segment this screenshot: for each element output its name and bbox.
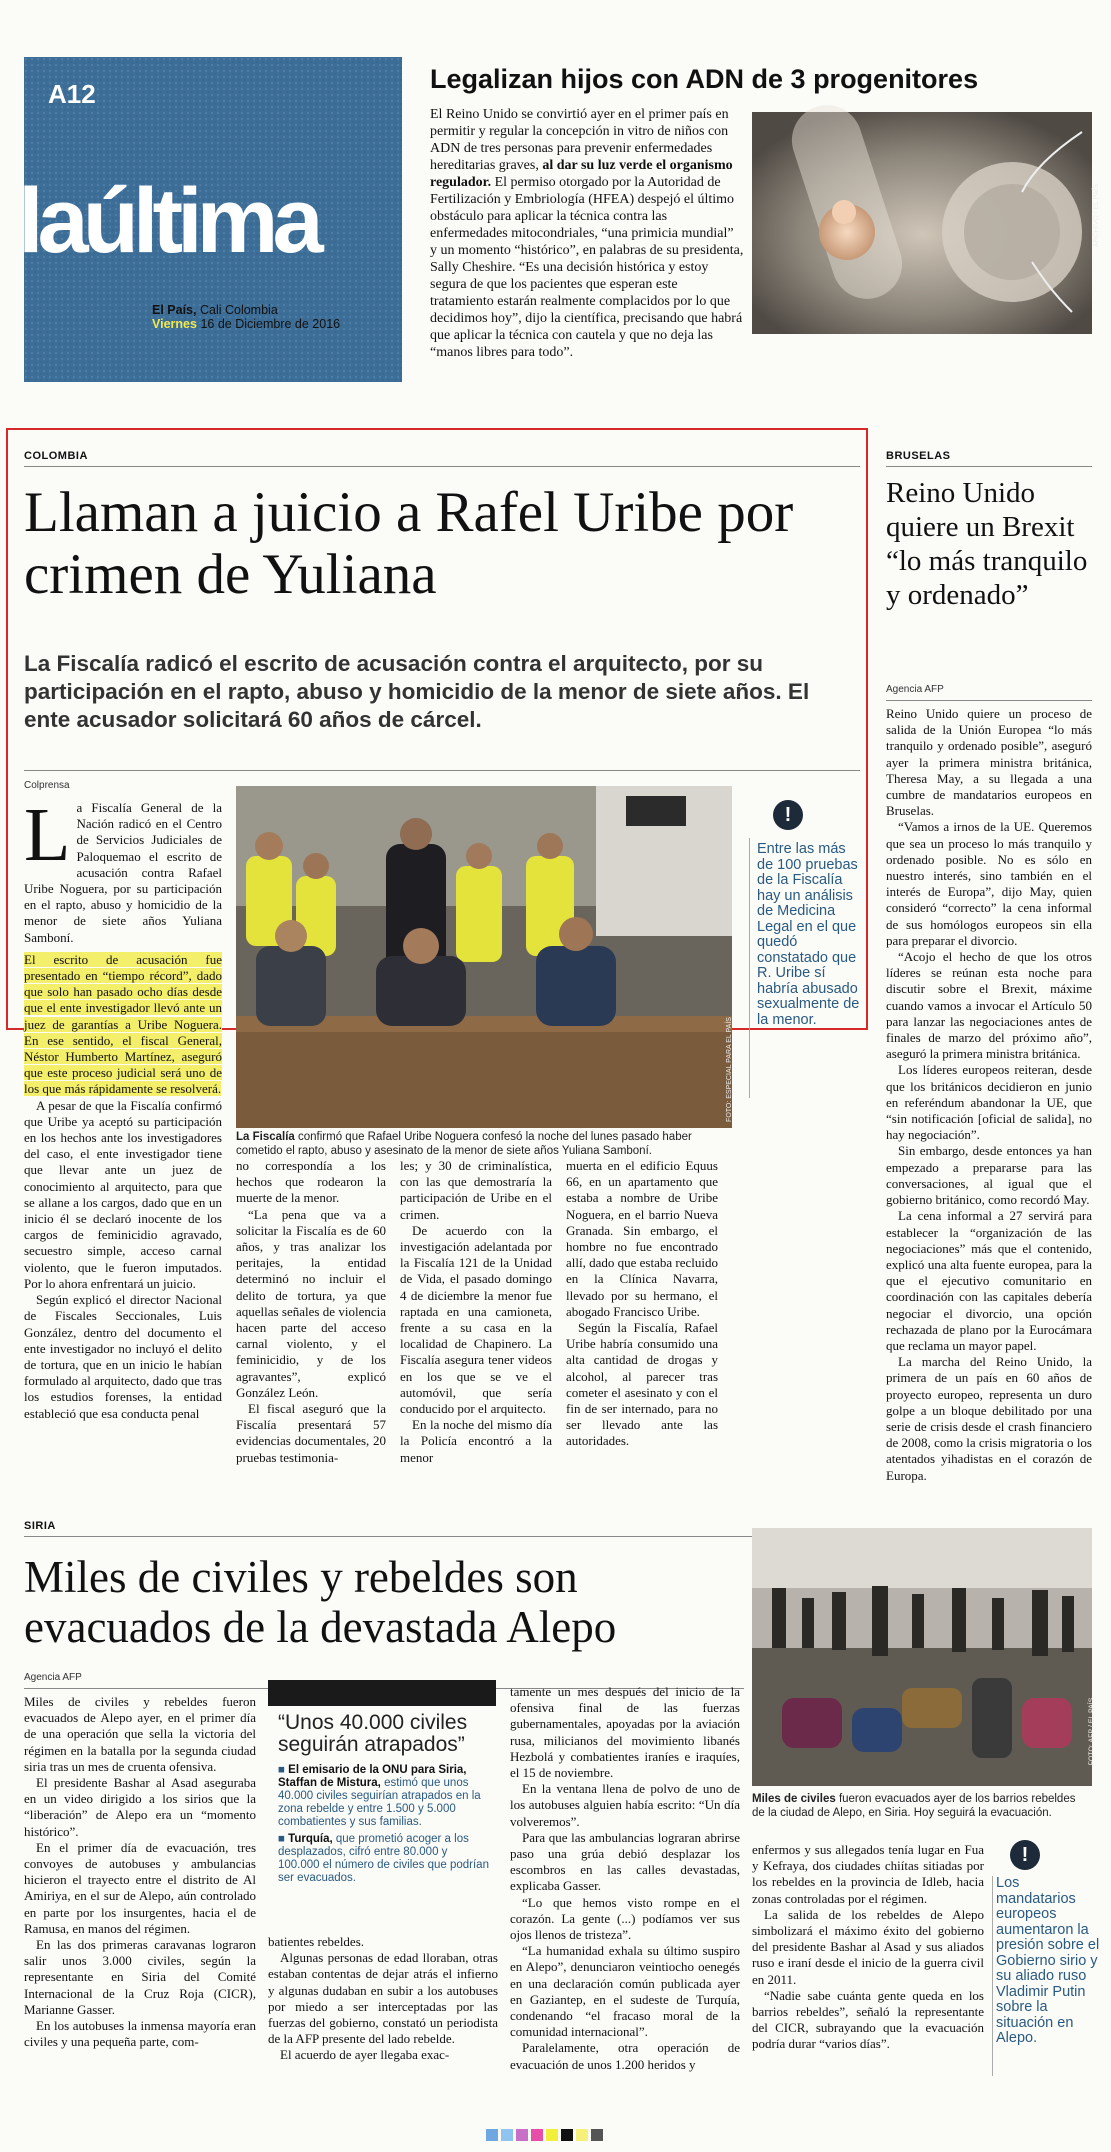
main-sidenote: Entre las más de 100 pruebas de la Fiscalía hay un análisis de Medicina Legal en el que quedó constatado que R. Uribe sí habría abusado sexualmente de la menor. (757, 841, 860, 1028)
edition-date: 16 de Diciembre de 2016 (200, 317, 341, 331)
syria-photo-caption (752, 1792, 1090, 1820)
brexit-body (886, 706, 1092, 1483)
syria-col-4 (752, 1842, 984, 2114)
top-story-text (430, 106, 744, 361)
syria-col3-p3: Para que las ambulancias lograran abrirse paso una grúa debió desplazar los escombros en las calles devastadas, explicaba Gasser. (510, 1829, 740, 1894)
main-kicker-rule (24, 466, 860, 467)
brexit-p4: Los líderes europeos reiteran, desde que los británicos decidieron en junio en referéndum abandonar la UE, que “sin notificación [oficial de salida], no hay negociación”. (886, 1062, 1092, 1143)
syria-byline: Agencia AFP (24, 1672, 82, 1683)
factbox-title: “Unos 40.000 civiles seguirán atrapados” (278, 1711, 468, 1756)
factbox-item-1: ■ El emisario de la ONU para Siria, Staffan de Mistura, estimó que unos 40.000 civiles seguirían atrapados en la zona rebelde y entre 1.500 y 5.000 combatientes y sus familias. (278, 1764, 481, 1828)
syria-sidenote-rule (992, 1876, 993, 2076)
main-byline: Colprensa (24, 780, 70, 791)
main-col3-p3: En la noche del mismo día la Policía encontró a la menor (400, 1417, 552, 1465)
syria-col1-p1: Miles de civiles y rebeldes fueron evacuados de Alepo ayer, en el primer día de una operación que sella la victoria del régimen en la batalla por la segunda ciudad siria tras un mes de cruenta ofensiva. (24, 1694, 256, 1774)
syria-col3-p1: tamente un mes después del inicio de la ofensiva final de las fuerzas gubernamentales, apoyadas por la aviación rusa, milicianos del movimiento libanés Hezbolá y combatientes iraníes e iraquíes, el 15 de noviembre. (510, 1684, 740, 1781)
main-col2-p2: “La pena que va a solicitar la Fiscalía es de 60 años, y tras analizar los peritajes, la entidad determinó no incluir el delito de tortura, ya que aquellas señales de violencia hacen parte del acceso carnal violento, y el feminicidio, y de los agravantes”, explicó González León. (236, 1206, 386, 1400)
syria-col3-p4: “Lo que hemos visto rompe en el corazón. La gente (...) podíamos ver sus ojos llenos de tristeza”. (510, 1894, 740, 1943)
main-lead: a Fiscalía General de la Nación radicó en el Centro de Servicios Judiciales de Paloquemao el escrito de acusación contra Rafael Uribe Noguera, por su participación en el rapto, abuso y homicidio de la menor de siete años Yuliana Samboní. (24, 800, 222, 945)
print-color-bar (486, 2128, 606, 2146)
syria-col1-p5: En los autobuses la inmensa mayoría eran civiles y una pequeña parte, com- (24, 2018, 256, 2050)
factbox-item-1-bold: El emisario de la ONU para Siria, Staffan de Mistura, (278, 1764, 467, 1789)
main-col1-p2: Según explicó el director Nacional de Fiscales Seccionales, Luis González, dentro del documento el ente investigador no incluyó el delito de tortura, que en un inicio le habían formulado al arquitecto, dado que tras los estudios forenses, la entidad estableció que esa conducta penal (24, 1292, 222, 1421)
syria-col-1 (24, 1694, 256, 2114)
main-col-4 (566, 1158, 718, 1450)
syria-caption-bold: Miles de civiles (752, 1793, 836, 1805)
main-col3-p1: les; y 30 de criminalística, con las que demostraría la participación de Uribe en el crimen. (400, 1158, 552, 1222)
top-story-photo (752, 112, 1100, 334)
syria-col1-p4: En las dos primeras caravanas lograron salir unos 3.000 civiles, según la representante en Siria del Comité Internacional de la Cruz Roja (CICR), Marianne Gasser. (24, 1937, 256, 2017)
syria-headline: Miles de civiles y rebeldes son evacuados de la devastada Alepo (24, 1552, 617, 1652)
main-photo-credit: FOTO: ESPECIAL PARA EL PAÍS (726, 1017, 734, 1122)
main-deck-rule (24, 770, 860, 771)
syria-col-3 (510, 1684, 740, 2114)
main-col4-p1: muerta en el edificio Equus 66, en un apartamento que estaba a nombre de Uribe Noguera, en el barrio Nueva Granada. Sin embargo, el hombre no fue encontrado allí, dado que estaba recluido en la Clínica Navarra, llevado por su hermano, el abogado Francisco Uribe. (566, 1158, 718, 1319)
main-caption-text: confirmó que Rafael Uribe Noguera confesó la noche del lunes pasado haber cometido el rapto, abuso y asesinato de la menor de siete años Yuliana Samboní. (236, 1131, 692, 1157)
syria-col3-p5: “La humanidad exhala su último suspiro en Alepo”, denunciaron veintiocho oenegés en una declaración común publicada ayer en Gaziantep, en el sudeste de Turquía, condenando “el fracaso moral de la comunidad internacional”. (510, 1943, 740, 2040)
top-photo-credit: ARCHIVO / EL PAÍS (1092, 183, 1100, 248)
main-sidenote-rule (749, 838, 750, 1098)
brexit-kicker-rule (886, 466, 1092, 467)
newspaper-city: Cali Colombia (199, 303, 278, 317)
main-col2-p1: no correspondía a los hechos que rodearon la muerte de la menor. (236, 1158, 386, 1206)
syria-photo (752, 1528, 1096, 1786)
factbox-item-1-text: estimó que unos 40.000 civiles seguirían atrapados en la zona rebelde y entre 1.500 y 5.000 combatientes y sus familias. (278, 1777, 481, 1828)
brexit-p7: La marcha del Reino Unido, la primera de un país en 60 años de proyecto europeo, representa un duro golpe a un bloque debilitado por una serie de crisis desde el crash financiero de 2008, como la crisis migratoria o los atentados yihadistas en el corazón de Europa. (886, 1354, 1092, 1483)
newspaper-name: El País, (152, 303, 197, 317)
syria-col1-p3: En el primer día de evacuación, tres convoyes de autobuses y ambulancias hicieron el trayecto entre el distrito de Al Amiriya, en el sur de Alepo, aún controlado en parte por los insurgentes, hacia el de Ramusa, en manos del régimen. (24, 1839, 256, 1936)
main-highlight: El escrito de acusación fue presentado en “tiempo récord”, dado que solo han pasado ocho días desde que el ente investigador llevó ante un juez de garantías a Uribe Noguera. En ese sentido, el fiscal General, Néstor Humberto Martínez, aseguró que este proceso judicial será uno de los que más rápidamente se resolverá. (24, 951, 222, 1097)
edition-day: Viernes (152, 317, 197, 331)
syria-col4-p2: La salida de los rebeldes de Alepo simbolizará el máximo éxito del gobierno del presidente Bashar al Asad y sus aliados ruso e iraní desde el inicio de la guerra civil en 2011. (752, 1906, 984, 1987)
syria-col4-p3: “Nadie sabe cuánta gente queda en los barrios rebeldes”, señaló la representante del CICR, subrayando que la evacuación podría durar “varios días”. (752, 1987, 984, 2052)
page-number: A12 (48, 79, 96, 109)
syria-col4-p1: enfermos y sus allegados tenía lugar en Fua y Kefraya, dos ciudades chiítas sitiadas por los rebeldes en la provincia de Idleb, hacia zonas controladas por el régimen. (752, 1842, 984, 1906)
brexit-p6: La cena informal a 27 servirá para establecer la “organización de las negociaciones” más que el contenido, explicó una alta fuente europea, para la que el ejecutivo comunitario en coordinación con las capitales debería negociar el divorcio, una opción rechazada de plano por la Eurocámara que reclama un mayor papel. (886, 1208, 1092, 1353)
syria-caption-text: fueron evacuados ayer de los barrios rebeldes de la ciudad de Alepo, en Siria. Hoy seguirá la evacuación. (752, 1793, 1076, 1819)
top-story-text-bold: al dar su luz verde el organismo regulador. (430, 158, 733, 190)
factbox-item-2-text: que prometió acoger a los desplazados, cifró entre 80.000 y 100.000 el número de civiles que podrían ser evacuados. (278, 1833, 489, 1884)
brexit-byline-rule (886, 700, 1092, 701)
courtroom-photo (236, 786, 732, 1128)
syria-sidenote-icon: ! (1010, 1840, 1040, 1870)
factbox-item-2: ■ Turquía, que prometió acoger a los desplazados, cifró entre 80.000 y 100.000 el número de civiles que podrían ser evacuados. (278, 1833, 489, 1884)
main-col1-rest: A pesar de que la Fiscalía confirmó que Uribe ya aceptó su participación en los hechos ante los investigadores del caso, el ente investigador tiene que llevar ante un juez de conocimiento al arquitecto, para que se allane a los cargos, dado que en un inicio él se declaró inocente de los cargos de feminicidio agravado, secuestro simple, acceso carnal violento, que le fueron imputados. Por lo ahora enfrentará un juicio. (24, 1097, 222, 1291)
brexit-headline: Reino Unido quiere un Brexit “lo más tranquilo y ordenado” (886, 477, 1088, 611)
evacuation-photo (752, 1528, 1092, 1786)
top-story-text-end: El permiso otorgado por la Autoridad de Fertilización y Embriología (HFEA) despejó el último obstáculo para aplicar la técnica contra las enfermedades mitocondriales, “una primicia mundial” y un momento “histórico”, en palabras de su presidenta, Sally Cheshire. “Es una decisión histórica y estoy segura de que los pacientes que esperan este tratamiento estarán realmente complacidos por lo que decidimos hoy”, dijo la científica, precisando que habrá que aplicar la técnica con cautela y que no deja las “manos libres para todo”. (430, 175, 744, 360)
main-highlight-paragraph (24, 952, 222, 1098)
main-story-deck: La Fiscalía radicó el escrito de acusación contra el arquitecto, por su participación en el rapto, abuso y homicidio de la menor de siete años. El ente acusador solicitará 60 años de cárcel. (24, 651, 810, 732)
brexit-kicker: BRUSELAS (886, 450, 951, 462)
masthead-publication (152, 303, 340, 331)
syria-col2-p3: El acuerdo de ayer llegaba exac- (280, 2047, 450, 2063)
top-story-text-start: El Reino Unido se convirtió ayer en el primer país en permitir y regular la concepción in vitro de niños con ADN de tres personas para prevenir enfermedades hereditarias graves, (430, 107, 729, 173)
syria-col1-p2: El presidente Bashar al Asad aseguraba en un video dirigido a los sirios que la “liberación” de Alepo era un “momento histórico”. (24, 1775, 256, 1839)
embryo-illustration (752, 112, 1092, 334)
syria-col3-p2: En la ventana llena de polvo de uno de los autobuses alguien había escrito: “Un día volveremos”. (510, 1781, 740, 1829)
main-caption-bold: La Fiscalía (236, 1131, 295, 1143)
factbox-bar (268, 1680, 496, 1706)
main-col2-p3: El fiscal aseguró que la Fiscalía presentará 57 evidencias documentales, 20 pruebas testimonia- (236, 1401, 386, 1465)
brexit-byline: Agencia AFP (886, 684, 944, 695)
main-col-1 (24, 793, 222, 1421)
main-lower-columns (236, 1158, 856, 1465)
main-sidenote-icon: ! (773, 800, 803, 830)
syria-col3-p6: Paralelamente, otra operación de evacuación de unos 1.200 heridos y (510, 2040, 740, 2072)
brexit-p3: “Acojo el hecho de que los otros líderes se reúnan esta noche para discutir sobre el Brexit, máxime cuando vamos a invocar el Artículo 50 para lanzar las negociaciones antes de finales de marzo del próximo año”, aseguró la primera ministra británica. (886, 949, 1092, 1062)
brexit-p5: Sin embargo, desde entonces ya han empezado a prepararse para las conversaciones, al igual que el gobierno británico, como recordó May. (886, 1143, 1092, 1208)
masthead-block (18, 57, 402, 382)
main-col4-p2: Según la Fiscalía, Rafael Uribe habría consumido una alta cantidad de drogas y alcohol, al parecer tras cometer el asesinato y con el fin de ser internado, para no ser llevado ante las autoridades. (566, 1320, 718, 1449)
syria-photo-credit: FOTO: AFP / EL PAÍS (1088, 1697, 1096, 1766)
main-story-kicker: COLOMBIA (24, 450, 88, 462)
main-story-headline: Llaman a juicio a Rafel Uribe por crimen de Yuliana (24, 481, 794, 606)
section-logo: laúltima (18, 170, 318, 272)
top-story-headline: Legalizan hijos con ADN de 3 progenitores (430, 64, 979, 94)
syria-col2-p1: batientes rebeldes. (268, 1934, 365, 1949)
syria-kicker: SIRIA (24, 1520, 56, 1532)
main-story-photo (236, 786, 732, 1128)
main-col-2 (236, 1158, 386, 1466)
syria-col-2 (268, 1934, 498, 2114)
syria-col2-p2: Algunas personas de edad lloraban, otras estaban contentas de dejar atrás el infierno y algunas dudaban en subir a los autobuses por miedo a ser interceptadas por las fuerzas del gobierno, constató un periodista de la AFP presente del lado rebelde. (268, 1950, 498, 2047)
drop-cap: L (24, 793, 71, 877)
syria-sidenote: Los mandatarios europeos aumentaron la presión sobre el Gobierno sirio y su aliado ruso Vladimir Putin sobre la situación en Alepo. (996, 1875, 1100, 2046)
syria-factbox (268, 1680, 496, 1884)
brexit-p2: “Vamos a irnos de la UE. Queremos que sea un proceso lo más tranquilo y ordenado posible. No es sólo en nuestro interés, sino también en el interés de Europa”, dijo May, quien consideró “correcto” la cena informal de sus homólogos europeos sin ella para preparar el divorcio. (886, 819, 1092, 948)
main-col-3 (400, 1158, 552, 1466)
main-photo-caption (236, 1130, 732, 1158)
factbox-item-2-bold: Turquía, (288, 1833, 333, 1845)
main-col3-p2: De acuerdo con la investigación adelantada por la Fiscalía 121 de la Unidad de Vida, el pasado domingo 4 de diciembre la menor fue raptada en una camioneta, frente a su casa en la localidad de Chapinero. La Fiscalía asegura tener videos en los que se ve el automóvil, que sería conducido por el arquitecto. (400, 1222, 552, 1417)
brexit-p1: Reino Unido quiere un proceso de salida de la Unión Europea “lo más tranquilo y ordenado posible”, aseguró ayer la primera ministra británica, Theresa May, a su llegada a una cumbre de mandatarios europeos en Bruselas. (886, 706, 1092, 819)
